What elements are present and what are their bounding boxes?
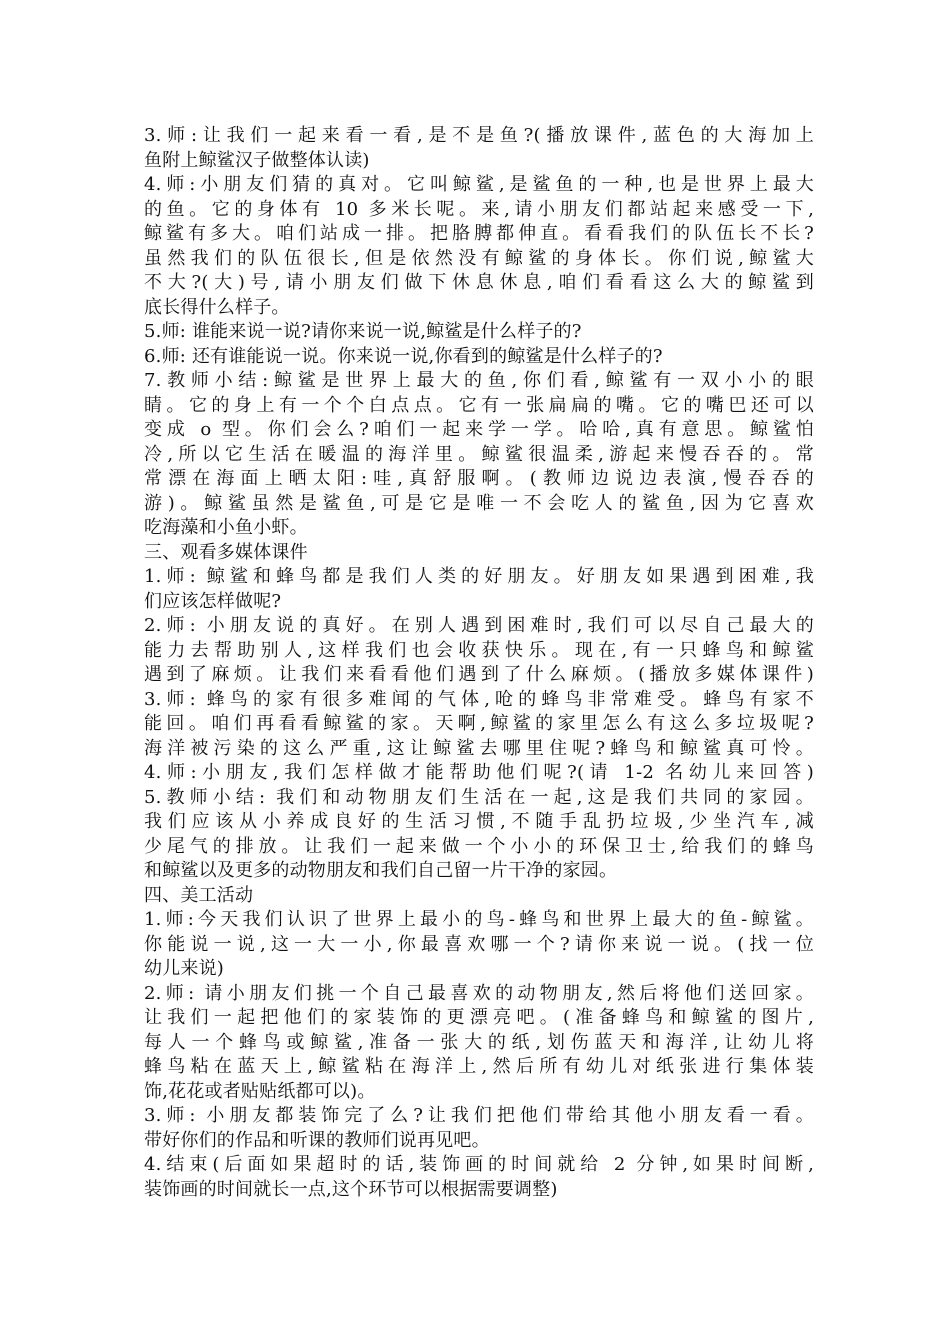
text-line: 幼儿来说) bbox=[144, 958, 225, 979]
text-line: 常漂在海面上晒太阳:哇,真舒服啊。(教师边说边表演,慢吞吞的 bbox=[144, 468, 814, 489]
text-line: 3.师:让我们一起来看一看,是不是鱼?(播放课件,蓝色的大海加上 bbox=[144, 125, 814, 146]
text-line: 虽然我们的队伍很长,但是依然没有鲸鲨的身体长。你们说,鲸鲨大 bbox=[144, 247, 814, 269]
text-line: 我们应该从小养成良好的生活习惯,不随手乱扔垃圾,少坐汽车,减 bbox=[144, 811, 814, 832]
text-line: 3.师: 小朋友都装饰完了么?让我们把他们带给其他小朋友看一看。 bbox=[144, 1105, 814, 1126]
text-line: 少尾气的排放。让我们一起来做一个小小的环保卫士,给我们的蜂鸟 bbox=[144, 835, 814, 857]
text-line: 4.结束(后面如果超时的话,装饰画的时间就给 2 分钟,如果时间断, bbox=[144, 1154, 814, 1175]
text-line: 能回。咱们再看看鲸鲨的家。天啊,鲸鲨的家里怎么有这么多垃圾呢? bbox=[144, 713, 814, 734]
text-line: 4.师:小朋友们猜的真对。它叫鲸鲨,是鲨鱼的一种,也是世界上最大 bbox=[144, 174, 814, 195]
text-line: 蜂鸟粘在蓝天上,鲸鲨粘在海洋上,然后所有幼儿对纸张进行集体装 bbox=[144, 1056, 814, 1077]
text-line: 鱼附上鲸鲨汉子做整体认读) bbox=[144, 149, 370, 171]
text-line: 让我们一起把他们的家装饰的更漂亮吧。(准备蜂鸟和鲸鲨的图片, bbox=[144, 1007, 814, 1028]
text-line: 四、美工活动 bbox=[144, 884, 254, 906]
text-line: 5.教师小结: 我们和动物朋友们生活在一起,这是我们共同的家园。 bbox=[144, 786, 814, 808]
text-line: 6.师: 还有谁能说一说。你来说一说,你看到的鲸鲨是什么样子的? bbox=[144, 345, 663, 367]
text-line: 装饰画的时间就长一点,这个环节可以根据需要调整) bbox=[144, 1178, 558, 1200]
text-line: 底长得什么样子。 bbox=[144, 296, 290, 318]
text-line: 能力去帮助别人,这样我们也会收获快乐。现在,有一只蜂鸟和鲸鲨 bbox=[144, 639, 814, 661]
text-line: 的鱼。它的身体有 10 多米长呢。来,请小朋友们都站起来感受一下, bbox=[144, 198, 814, 220]
document-body bbox=[144, 124, 814, 1202]
text-line: 睛。它的身上有一个个白点点。它有一张扁扁的嘴。它的嘴巴还可以 bbox=[144, 394, 814, 416]
text-line: 1.师: 鲸鲨和蜂鸟都是我们人类的好朋友。好朋友如果遇到困难,我 bbox=[144, 566, 814, 587]
text-line: 鲸鲨有多大。咱们站成一排。把胳膊都伸直。看看我们的队伍长不长? bbox=[144, 223, 814, 244]
text-line: 4.师:小朋友,我们怎样做才能帮助他们呢?(请 1-2 名幼儿来回答) bbox=[144, 762, 814, 783]
text-line: 每人一个蜂鸟或鲸鲨,准备一张大的纸,划伤蓝天和海洋,让幼儿将 bbox=[144, 1031, 814, 1053]
text-line: 三、观看多媒体课件 bbox=[144, 541, 308, 563]
text-line: 1.师:今天我们认识了世界上最小的鸟-蜂鸟和世界上最大的鱼-鲸鲨。 bbox=[144, 909, 814, 930]
text-line: 饰,花花或者贴贴纸都可以)。 bbox=[144, 1080, 376, 1102]
text-line: 2.师: 小朋友说的真好。在别人遇到困难时,我们可以尽自己最大的 bbox=[144, 615, 814, 636]
text-line: 变成 o 型。你们会么?咱们一起来学一学。哈哈,真有意思。鲸鲨怕 bbox=[144, 419, 814, 440]
text-line: 和鲸鲨以及更多的动物朋友和我们自己留一片干净的家园。 bbox=[144, 860, 618, 881]
text-line: 冷,所以它生活在暖温的海洋里。鲸鲨很温柔,游起来慢吞吞的。常 bbox=[144, 443, 814, 465]
text-line: 不大?(大)号,请小朋友们做下休息休息,咱们看看这么大的鲸鲨到 bbox=[144, 272, 814, 293]
text-line: 海洋被污染的这么严重,这让鲸鲨去哪里住呢?蜂鸟和鲸鲨真可怜。 bbox=[144, 737, 814, 759]
text-line: 们应该怎样做呢? bbox=[144, 590, 282, 612]
text-line: 带好你们的作品和听课的教师们说再见吧。 bbox=[144, 1129, 490, 1151]
text-line: 7.教师小结:鲸鲨是世界上最大的鱼,你们看,鲸鲨有一双小小的眼 bbox=[144, 370, 814, 391]
text-line: 吃海藻和小鱼小虾。 bbox=[144, 517, 308, 538]
text-line: 游)。鲸鲨虽然是鲨鱼,可是它是唯一不会吃人的鲨鱼,因为它喜欢 bbox=[144, 492, 814, 514]
text-line: 2.师: 请小朋友们挑一个自己最喜欢的动物朋友,然后将他们送回家。 bbox=[144, 982, 814, 1004]
text-line: 3.师: 蜂鸟的家有很多难闻的气体,呛的蜂鸟非常难受。蜂鸟有家不 bbox=[144, 688, 814, 710]
text-line: 遇到了麻烦。让我们来看看他们遇到了什么麻烦。(播放多媒体课件) bbox=[144, 664, 814, 685]
text-line: 5.师: 谁能来说一说?请你来说一说,鲸鲨是什么样子的? bbox=[144, 321, 582, 342]
text-line: 你能说一说,这一大一小,你最喜欢哪一个?请你来说一说。(找一位 bbox=[144, 933, 814, 955]
